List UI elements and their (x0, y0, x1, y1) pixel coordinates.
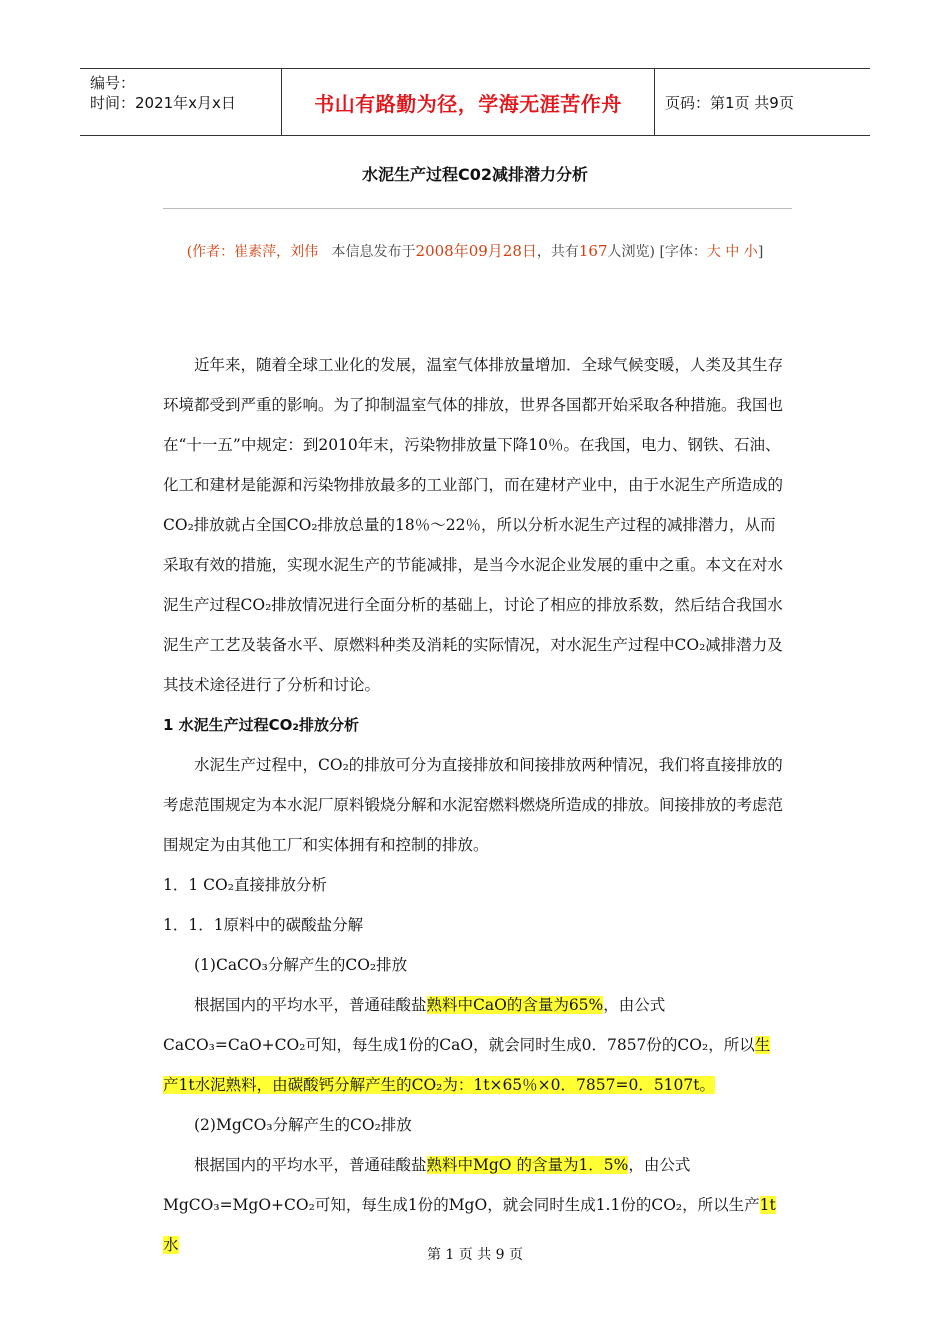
paragraph-caco3 (163, 985, 783, 1105)
intro-paragraph: 近年来，随着全球工业化的发展，温室气体排放量增加．全球气候变暖，人类及其生存环境都受到严重的影响。为了抑制温室气体的排放，世界各国都开始采取各种措施。我国也在“十一五”中规定：到2010年末，污染物排放量下降10％。在我国，电力、钢铁、石油、化工和建材是能源和污染物排放最多的工业部门，而在建材产业中，由于水泥生产所造成的CO₂排放就占全国CO₂排放总量的18％～22％，所以分析水泥生产过程的减排潜力，从而采取有效的措施，实现水泥生产的节能减排，是当今水泥企业发展的重中之重。本文在对水泥生产过程CO₂排放情况进行全面分析的基础上，讨论了相应的排放系数，然后结合我国水泥生产工艺及装备水平、原燃料种类及消耗的实际情况，对水泥生产过程中CO₂减排潜力及其技术途径进行了分析和讨论。 (163, 356, 784, 694)
text-run: 根据国内的平均水平，普通硅酸盐 (194, 1156, 427, 1174)
views-prefix: ，共有 (536, 244, 579, 260)
page-header (80, 68, 870, 136)
font-size-links[interactable]: 大 中 小 (706, 244, 758, 260)
item-caco3: (1)CaCO₃分解产生的CO₂排放 (194, 956, 408, 974)
time-label: 时间：2021年x月x日 (90, 94, 236, 112)
text-run: ，由公式CaCO₃=CaO+CO₂可知，每生成1份的CaO，就会同时生成0．7857份的CO₂，所以 (163, 996, 755, 1054)
page-footer: 第 1 页 共 9 页 (426, 1247, 524, 1263)
title-divider (163, 208, 792, 209)
document-title: 水泥生产过程C02减排潜力分析 (361, 165, 588, 184)
author: (作者：崔素萍，刘伟 (186, 244, 319, 260)
article-meta (0, 240, 950, 261)
highlight-mgo-content: 熟料中MgO 的含量为1．5% (426, 1156, 629, 1174)
section-heading-1: 1 水泥生产过程CO₂排放分析 (163, 716, 359, 734)
text-run: 根据国内的平均水平，普通硅酸盐 (194, 996, 427, 1014)
meta-close: ] (757, 244, 764, 260)
paragraph-emissions: 水泥生产过程中，CO₂的排放可分为直接排放和间接排放两种情况，我们将直接排放的考虑范围规定为本水泥厂原料锻烧分解和水泥窑燃料燃烧所造成的排放。间接排放的考虑范围规定为由其他工厂和实体拥有和控制的排放。 (163, 756, 784, 854)
page-label: 页码：第1页 共9页 (665, 93, 794, 112)
highlight-cao-content: 熟料中CaO的含量为65% (426, 996, 604, 1014)
code-label: 编号： (90, 74, 136, 92)
highlight-mgco3-result: 1t水 (163, 1196, 776, 1254)
views-suffix: 人浏览) [字体： (607, 244, 707, 260)
pub-date: 2008年09月28日 (415, 242, 537, 260)
item-mgco3: (2)MgCO₃分解产生的CO₂排放 (194, 1116, 412, 1134)
article-body (163, 345, 783, 1265)
header-info-cell (80, 69, 282, 135)
view-count: 167 (578, 242, 608, 260)
motto: 书山有路勤为径，学海无涯苦作舟 (314, 91, 622, 116)
section-heading-1-1-1: 1．1．1原料中的碳酸盐分解 (163, 916, 364, 934)
highlight-caco3-result: 生产1t水泥熟料，由碳酸钙分解产生的CO₂为：1t×65％×0．7857=0．5107t。 (163, 1036, 771, 1094)
text-run: ，由公式MgCO₃=MgO+CO₂可知，每生成1份的MgO，就会同时生成1.1份的CO₂，所以生产 (163, 1156, 760, 1214)
pub-prefix: 本信息发布于 (331, 244, 416, 260)
header-motto-cell (282, 69, 655, 135)
section-heading-1-1: 1．1 CO₂直接排放分析 (163, 876, 327, 894)
header-page-cell (655, 69, 870, 135)
